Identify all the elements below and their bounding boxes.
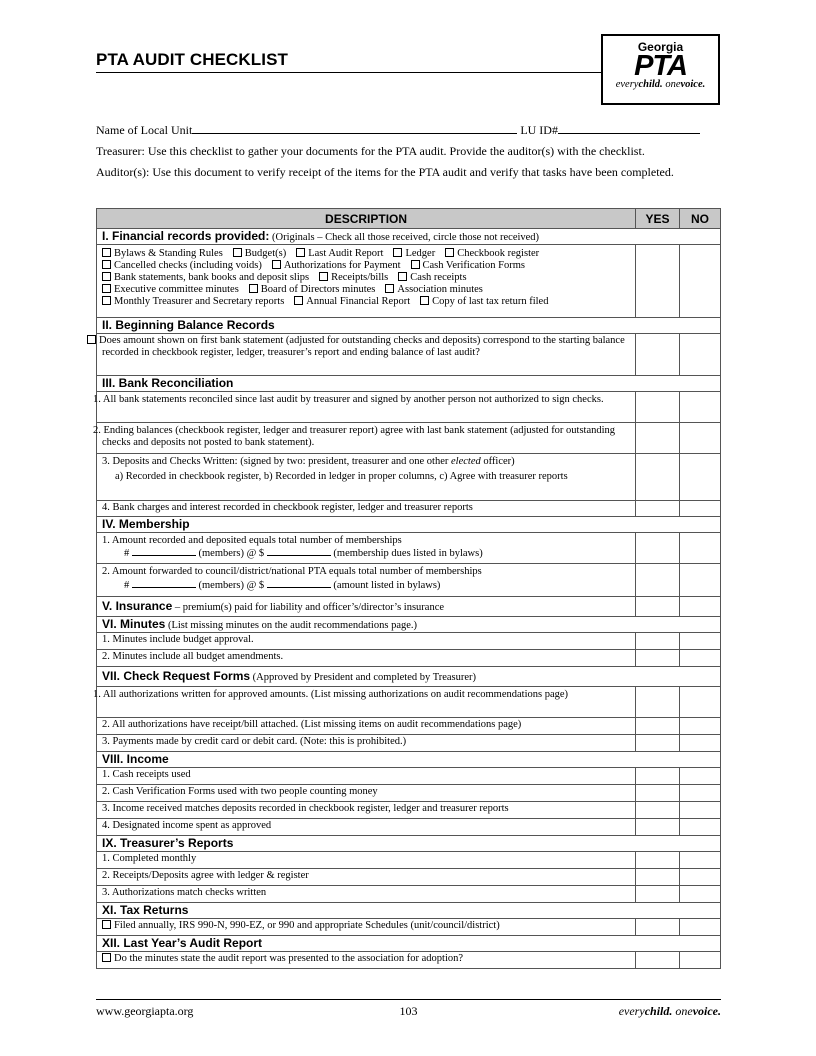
section-title: VII. Check Request Forms [102, 669, 251, 683]
footer-rule [96, 999, 721, 1000]
table-row: Bylaws & Standing Rules Budget(s) Last Audit Report Ledger Checkbook register Cancelled checks (including voids) Authorizations for Payment Cash Verification Forms Bank statements, bank books and deposit slips Receipts/bills Cash receipts Executive committee minutes Board of Directors minutes Association minutes Monthly Treasurer and Secretary reports Annual Financial Report Copy of last tax return filed [97, 245, 721, 318]
cancelled-checks-checkbox[interactable] [102, 260, 111, 269]
yes-cell[interactable] [636, 819, 680, 836]
audit-checklist-table [93, 208, 721, 969]
section-title: II. Beginning Balance Records [102, 318, 275, 332]
monthly-reports-checkbox[interactable] [102, 296, 111, 305]
no-cell[interactable] [680, 819, 721, 836]
table-row: Filed annually, IRS 990-N, 990-EZ, or 990 and appropriate Schedules (unit/council/district) [97, 919, 721, 936]
section-minutes: VI. Minutes (List missing minutes on the audit recommendations page.) [97, 617, 721, 633]
no-cell[interactable] [680, 852, 721, 869]
table-row: 4. Bank charges and interest recorded in checkbook register, ledger and treasurer reports [97, 501, 721, 517]
exec-minutes-checkbox[interactable] [102, 284, 111, 293]
section-title: IX. Treasurer’s Reports [102, 836, 234, 850]
table-row: 1. All bank statements reconciled since last audit by treasurer and signed by another person not authorized to sign checks. [97, 392, 721, 423]
local-unit-label: Name of Local Unit [96, 123, 193, 137]
yes-cell[interactable] [636, 802, 680, 819]
yes-cell[interactable] [636, 886, 680, 903]
yes-cell[interactable] [636, 869, 680, 886]
yes-cell[interactable] [636, 501, 680, 517]
receipts-bills-checkbox[interactable] [319, 272, 328, 281]
no-cell[interactable] [680, 501, 721, 517]
col-no: NO [680, 209, 721, 229]
table-row: 1. Minutes include budget approval. [97, 633, 721, 650]
col-description: DESCRIPTION [97, 209, 636, 229]
title-rule [96, 72, 601, 73]
table-row: 1. Completed monthly [97, 852, 721, 869]
page-title: PTA AUDIT CHECKLIST [96, 50, 289, 69]
table-row: 2. Cash Verification Forms used with two people counting money [97, 785, 721, 802]
section-check-request: VII. Check Request Forms (Approved by President and completed by Treasurer) [97, 667, 721, 687]
no-cell[interactable] [680, 334, 721, 376]
no-cell[interactable] [680, 735, 721, 752]
col-yes: YES [636, 209, 680, 229]
local-unit-field[interactable] [192, 123, 517, 134]
yes-cell[interactable] [636, 533, 680, 564]
section-title: IV. Membership [102, 517, 190, 531]
yes-cell[interactable] [636, 334, 680, 376]
no-cell[interactable] [680, 785, 721, 802]
section-financial-records [97, 229, 721, 245]
yes-cell[interactable] [636, 454, 680, 501]
table-row: 1. Cash receipts used [97, 768, 721, 785]
no-cell[interactable] [680, 423, 721, 454]
cash-verification-checkbox[interactable] [411, 260, 420, 269]
section-title: III. Bank Reconciliation [102, 376, 234, 390]
membership-count-field[interactable] [132, 547, 196, 556]
yes-cell[interactable] [636, 245, 680, 318]
authorizations-checkbox[interactable] [272, 260, 281, 269]
no-cell[interactable] [680, 633, 721, 650]
no-cell[interactable] [680, 392, 721, 423]
table-row: 3. Authorizations match checks written [97, 886, 721, 903]
association-minutes-checkbox[interactable] [385, 284, 394, 293]
section-treasurer-reports [97, 836, 721, 852]
table-row: 3. Deposits and Checks Written: (signed by two: president, treasurer and one other elected officer) a) Recorded in checkbook register, b) Recorded in ledger in proper columns, c) Agree with treasurer reports [97, 454, 721, 501]
section-last-audit [97, 936, 721, 952]
table-row: Do the minutes state the audit report was presented to the association for adoption? [97, 952, 721, 969]
last-audit-checkbox[interactable] [296, 248, 305, 257]
no-cell[interactable] [680, 919, 721, 936]
table-row: 2. Minutes include all budget amendments. [97, 650, 721, 667]
yes-cell[interactable] [636, 768, 680, 785]
section-title: VI. Minutes [102, 617, 166, 631]
section-title: XII. Last Year’s Audit Report [102, 936, 263, 950]
section-tax-returns [97, 903, 721, 919]
footer-website[interactable]: www.georgiapta.org [96, 1004, 194, 1018]
table-header [97, 209, 721, 229]
logo-mark: PTA [634, 50, 687, 82]
georgia-pta-logo [601, 34, 720, 105]
no-cell[interactable] [680, 718, 721, 735]
no-cell[interactable] [680, 533, 721, 564]
no-cell[interactable] [680, 886, 721, 903]
table-row: 2. Ending balances (checkbook register, ledger and treasurer report) agree with last bank statement (adjusted for outstanding checks and deposits not posted to bank statement). [97, 423, 721, 454]
logo-tagline: everychild. onevoice. [615, 79, 706, 90]
no-cell[interactable] [680, 952, 721, 969]
section-title: XI. Tax Returns [102, 903, 189, 917]
no-cell[interactable] [680, 564, 721, 597]
table-row: 2. Amount forwarded to council/district/national PTA equals total number of memberships # (members) @ $ (amount listed in bylaws) [97, 564, 721, 597]
yes-cell[interactable] [636, 952, 680, 969]
section-title: V. Insurance [102, 599, 173, 613]
no-cell[interactable] [680, 802, 721, 819]
page-footer [96, 1004, 721, 1019]
yes-cell[interactable] [636, 392, 680, 423]
yes-cell[interactable] [636, 633, 680, 650]
membership-dues-field[interactable] [267, 547, 331, 556]
yes-cell[interactable] [636, 852, 680, 869]
footer-slogan: everychild. onevoice. [618, 1004, 721, 1018]
yes-cell[interactable] [636, 597, 680, 617]
section-membership [97, 517, 721, 533]
yes-cell[interactable] [636, 919, 680, 936]
page-number: 103 [399, 1004, 418, 1018]
table-row: 1. Amount recorded and deposited equals total number of memberships # (members) @ $ (membership dues listed in bylaws) [97, 533, 721, 564]
table-row: 2. Receipts/Deposits agree with ledger & register [97, 869, 721, 886]
yes-cell[interactable] [636, 564, 680, 597]
section-title: VIII. Income [102, 752, 169, 766]
treasurer-instructions: Treasurer: Use this checklist to gather your documents for the PTA audit. Provide the auditor(s) with the checklist. [96, 144, 645, 158]
budget-checkbox[interactable] [233, 248, 242, 257]
lu-id-label: LU ID# [520, 123, 558, 137]
forwarded-amount-field[interactable] [267, 579, 331, 588]
table-row: 4. Designated income spent as approved [97, 819, 721, 836]
table-row: 3. Income received matches deposits recorded in checkbook register, ledger and treasurer reports [97, 802, 721, 819]
yes-cell[interactable] [636, 650, 680, 667]
no-cell[interactable] [680, 869, 721, 886]
section-note: (Originals – Check all those received, circle those not received) [269, 232, 540, 243]
table-row: Does amount shown on first bank statement (adjusted for outstanding checks and deposits) correspond to the starting balance recorded in checkbook register, ledger, treasurer’s report and ending balance of last audit? [97, 334, 721, 376]
yes-cell[interactable] [636, 423, 680, 454]
bank-statements-checkbox[interactable] [102, 272, 111, 281]
audit-adopted-checkbox[interactable] [102, 953, 111, 962]
tax-return-filed-checkbox[interactable] [102, 920, 111, 929]
local-unit-line [96, 123, 721, 137]
auditor-instructions: Auditor(s): Use this document to verify receipt of the items for the PTA audit and verify that tasks have been completed. [96, 165, 674, 179]
ledger-checkbox[interactable] [393, 248, 402, 257]
no-cell[interactable] [680, 687, 721, 718]
yes-cell[interactable] [636, 718, 680, 735]
table-row: 2. All authorizations have receipt/bill attached. (List missing items on audit recommendations page) [97, 718, 721, 735]
no-cell[interactable] [680, 454, 721, 501]
no-cell[interactable] [680, 768, 721, 785]
section-bank-reconciliation [97, 376, 721, 392]
yes-cell[interactable] [636, 687, 680, 718]
cash-receipts-checkbox[interactable] [398, 272, 407, 281]
checkbook-register-checkbox[interactable] [445, 248, 454, 257]
section-beginning-balance [97, 318, 721, 334]
board-minutes-checkbox[interactable] [249, 284, 258, 293]
no-cell[interactable] [680, 597, 721, 617]
table-row: 1. All authorizations written for approved amounts. (List missing authorizations on audit recommendations page) [97, 687, 721, 718]
lu-id-field[interactable] [558, 123, 700, 134]
balance-checkbox[interactable] [87, 335, 96, 344]
yes-cell[interactable] [636, 785, 680, 802]
no-cell[interactable] [680, 245, 721, 318]
no-cell[interactable] [680, 650, 721, 667]
section-income [97, 752, 721, 768]
bylaws-checkbox[interactable] [102, 248, 111, 257]
section-title: I. Financial records provided: [102, 229, 270, 243]
section-insurance: V. Insurance – premium(s) paid for liability and officer’s/director’s insurance [97, 597, 721, 617]
tax-return-checkbox[interactable] [420, 296, 429, 305]
annual-report-checkbox[interactable] [294, 296, 303, 305]
table-row: 3. Payments made by credit card or debit card. (Note: this is prohibited.) [97, 735, 721, 752]
yes-cell[interactable] [636, 735, 680, 752]
logo-state: Georgia [637, 40, 684, 54]
forwarded-count-field[interactable] [132, 579, 196, 588]
